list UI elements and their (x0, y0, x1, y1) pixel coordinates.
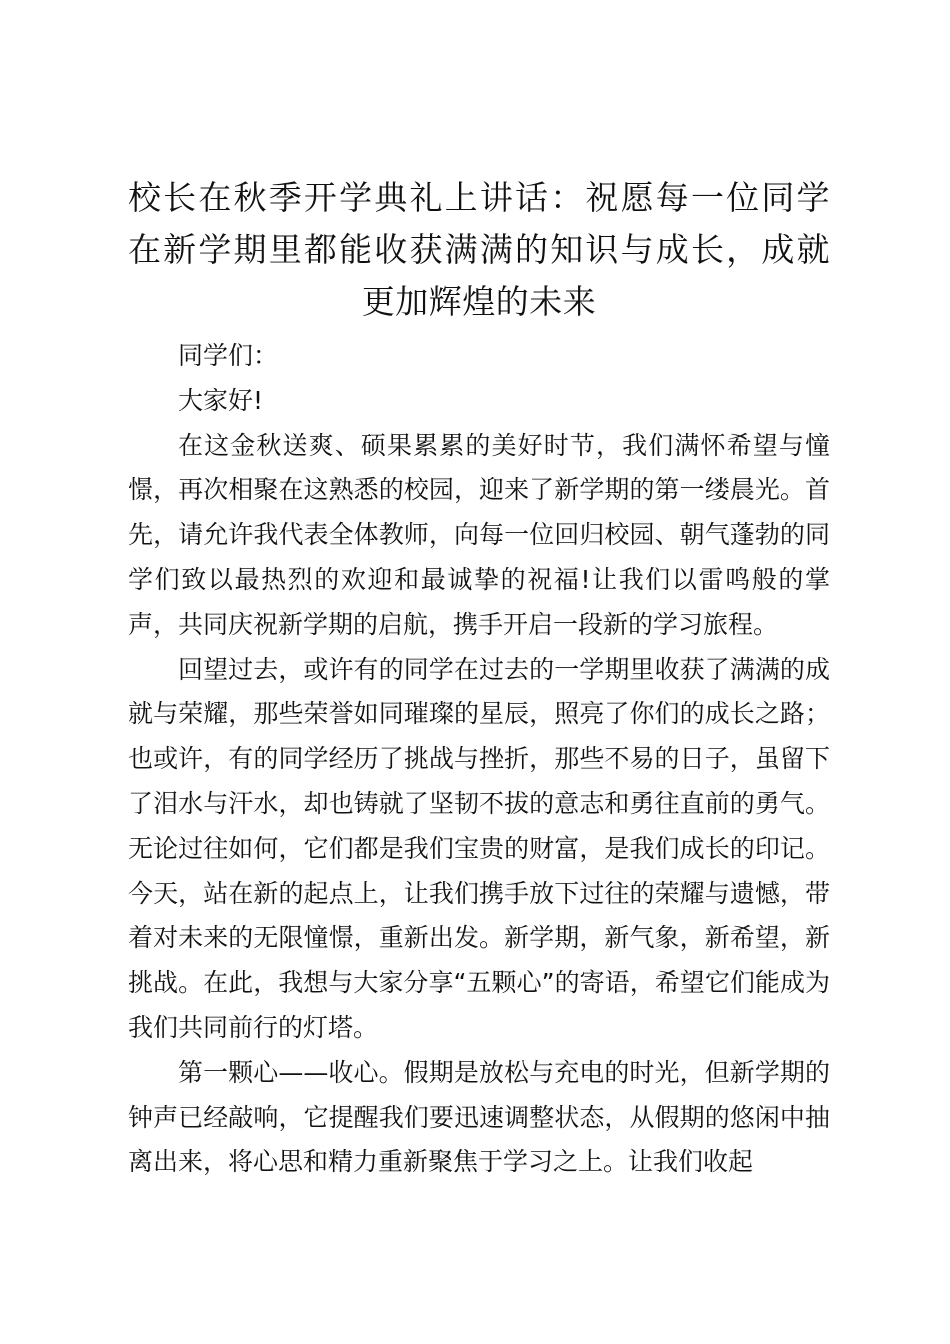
paragraph-review: 回望过去，或许有的同学在过去的一学期里收获了满满的成就与荣耀，那些荣誉如同璀璨的星辰，照亮了你们的成长之路；也或许，有的同学经历了挑战与挫折，那些不易的日子，虽留下了泪水与汗水，却也铸就了坚韧不拔的意志和勇往直前的勇气。无论过往如何，它们都是我们宝贵的财富，是我们成长的印记。今天，站在新的起点上，让我们携手放下过往的荣耀与遗憾，带着对未来的无限憧憬，重新出发。新学期，新气象，新希望，新挑战。在此，我想与大家分享“五颗心”的寄语，希望它们能成为我们共同前行的灯塔。 (128, 654, 830, 1042)
document-title: 校长在秋季开学典礼上讲话：祝愿每一位同学在新学期里都能收获满满的知识与成长，成就更加辉煌的未来 (128, 178, 830, 321)
greeting: 大家好! (178, 385, 264, 415)
document-page (128, 172, 830, 1185)
paragraph-first-heart: 第一颗心——收心。假期是放松与充电的时光，但新学期的钟声已经敲响，它提醒我们要迅速调整状态，从假期的悠闲中抽离出来，将心思和精力重新聚焦于学习之上。让我们收起 (128, 1057, 830, 1177)
paragraph-welcome: 在这金秋送爽、硕果累累的美好时节，我们满怀希望与憧憬，再次相聚在这熟悉的校园，迎来了新学期的第一缕晨光。首先，请允许我代表全体教师，向每一位回归校园、朝气蓬勃的同学们致以最热烈的欢迎和最诚挚的祝福!让我们以雷鸣般的掌声，共同庆祝新学期的启航，携手开启一段新的学习旅程。 (128, 430, 830, 639)
salutation: 同学们： (178, 341, 279, 370)
